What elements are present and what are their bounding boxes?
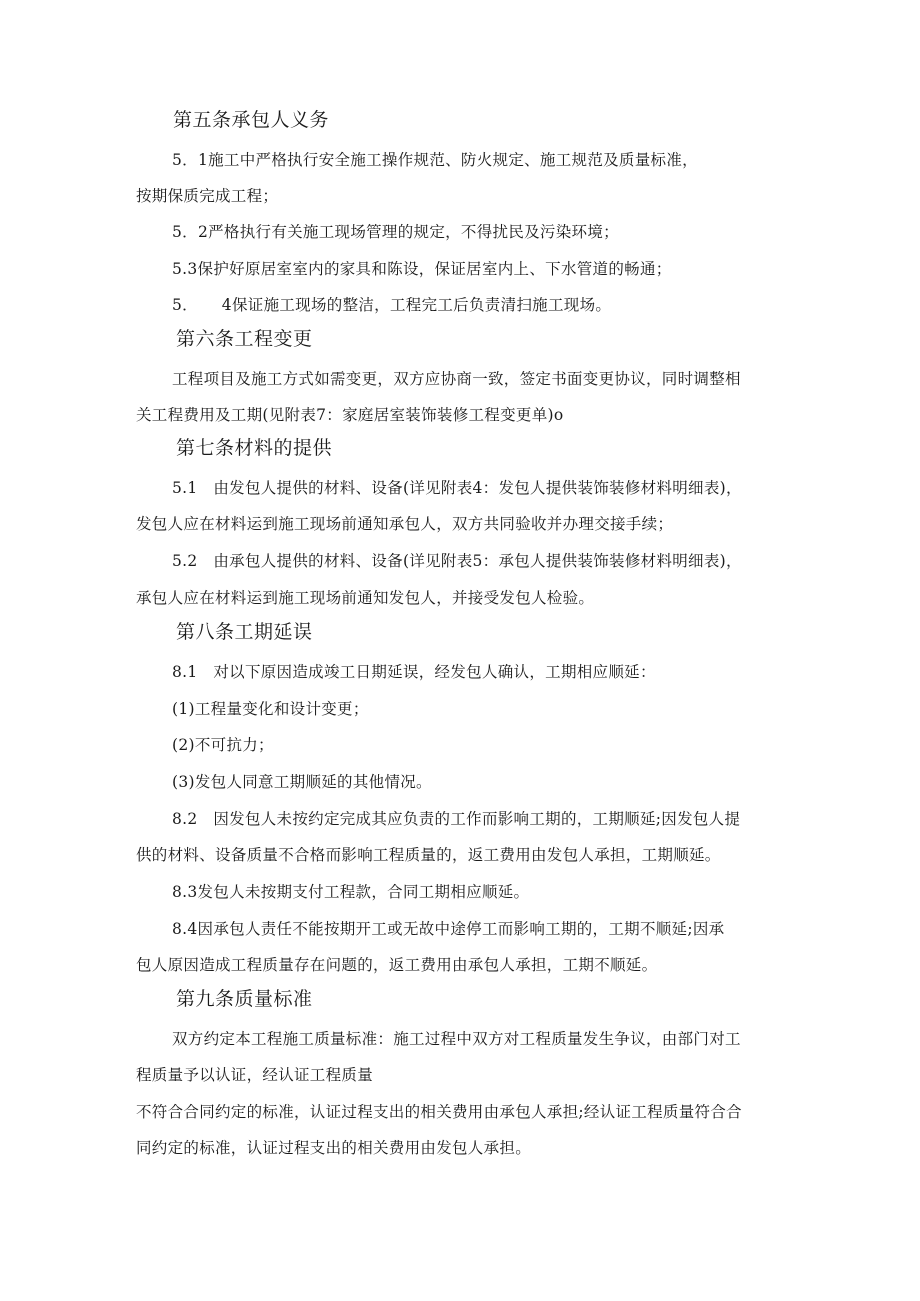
paragraph-line: 双方约定本工程施工质量标准：施工过程中双方对工程质量发生争议，由部门对工	[172, 1030, 741, 1048]
paragraph-line: 按期保质完成工程；	[136, 187, 279, 205]
paragraph-line: 关工程费用及工期(见附表7：家庭居室装饰装修工程变更单)o	[136, 406, 564, 424]
paragraph-line: 不符合合同约定的标准，认证过程支出的相关费用由承包人承担;经认证工程质量符合合	[136, 1103, 742, 1121]
paragraph-line: 5.1 由发包人提供的材料、设备(详见附表4：发包人提供装饰装修材料明细表)，	[172, 479, 742, 497]
paragraph-line: 程质量予以认证，经认证工程质量	[136, 1066, 374, 1084]
paragraph-line: 8.2 因发包人未按约定完成其应负责的工作而影响工期的，工期顺延;因发包人提	[172, 810, 741, 828]
paragraph-line: 同约定的标准，认证过程支出的相关费用由发包人承担。	[136, 1139, 532, 1157]
section-heading: 第九条质量标准	[176, 988, 313, 1010]
paragraph-line: 5.2 由承包人提供的材料、设备(详见附表5：承包人提供装饰装修材料明细表)，	[172, 552, 742, 570]
paragraph-line: 8.1 对以下原因造成竣工日期延误，经发包人确认，工期相应顺延：	[172, 663, 656, 681]
paragraph-line: 5．2严格执行有关施工现场管理的规定，不得扰民及污染环境；	[172, 223, 619, 241]
section-heading: 第五条承包人义务	[173, 109, 330, 131]
paragraph-line: (1)工程量变化和设计变更；	[172, 700, 369, 718]
section-heading: 第七条材料的提供	[176, 437, 333, 459]
section-heading: 第六条工程变更	[176, 328, 313, 350]
paragraph-line: 5.3保护好原居室室内的家具和陈设，保证居室内上、下水管道的畅通；	[172, 260, 672, 278]
paragraph-line: 5． 4保证施工现场的整洁，工程完工后负责清扫施工现场。	[172, 296, 612, 314]
paragraph-line: 供的材料、设备质量不合格而影响工程质量的，返工费用由发包人承担，工期顺延。	[136, 846, 721, 864]
paragraph-line: 发包人应在材料运到施工现场前通知承包人，双方共同验收并办理交接手续；	[136, 515, 674, 533]
paragraph-line: (3)发包人同意工期顺延的其他情况。	[172, 773, 432, 791]
section-heading: 第八条工期延误	[176, 621, 313, 643]
paragraph-line: 承包人应在材料运到施工现场前通知发包人，并接受发包人检验。	[136, 589, 595, 607]
paragraph-line: (2)不可抗力；	[172, 736, 274, 754]
paragraph-line: 工程项目及施工方式如需变更，双方应协商一致，签定书面变更协议，同时调整相	[172, 370, 741, 388]
paragraph-line: 8.4因承包人责任不能按期开工或无故中途停工而影响工期的，工期不顺延;因承	[172, 920, 725, 938]
paragraph-line: 8.3发包人未按期支付工程款，合同工期相应顺延。	[172, 883, 530, 901]
paragraph-line: 包人原因造成工程质量存在问题的，返工费用由承包人承担，工期不顺延。	[136, 956, 658, 974]
paragraph-line: 5．1施工中严格执行安全施工操作规范、防火规定、施工规范及质量标准，	[172, 151, 698, 169]
